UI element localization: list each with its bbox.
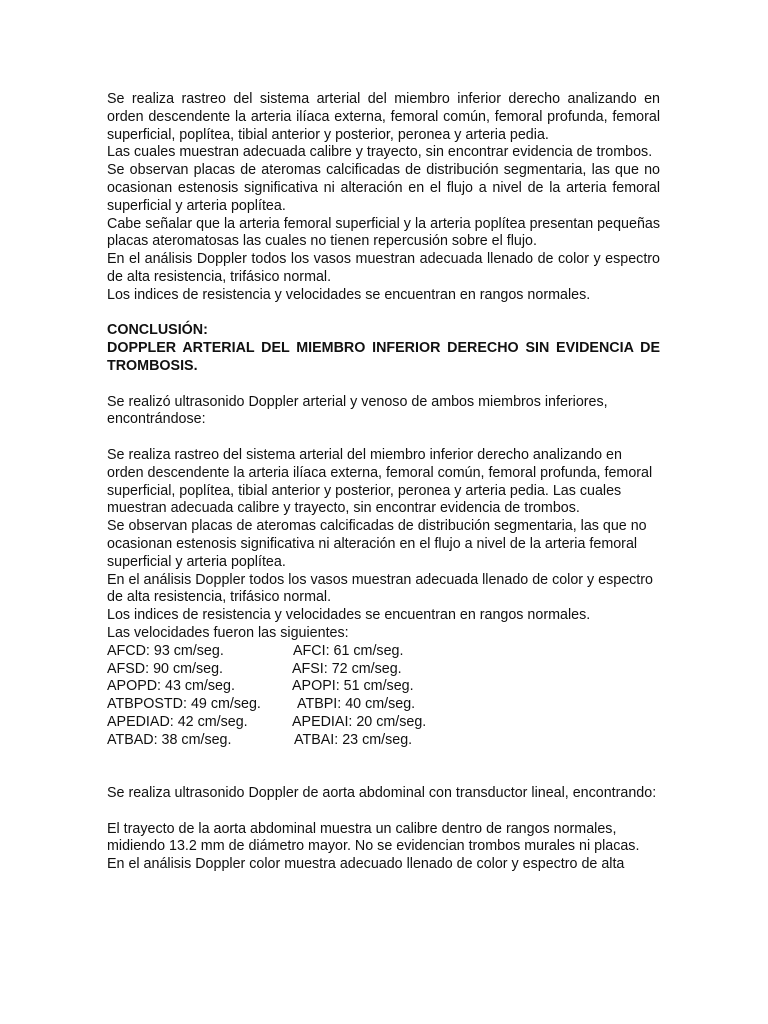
paragraph: En el análisis Doppler todos los vasos muestran adecuada llenado de color y espectro de alta resistencia, trifásico normal.: [107, 571, 653, 606]
velocity-row: [107, 696, 660, 714]
velocity-left-leg: ATBPI: 40 cm/seg.: [297, 696, 416, 713]
velocity-right-leg: APOPD: 43 cm/seg.: [107, 678, 235, 695]
velocity-left-leg: AFCI: 61 cm/seg.: [293, 642, 404, 659]
document-body: [107, 91, 660, 874]
paragraph: Los indices de resistencia y velocidades se encuentran en rangos normales.: [107, 286, 591, 303]
conclusion-heading: CONCLUSIÓN:: [107, 322, 208, 339]
paragraph: Se realiza rastreo del sistema arterial del miembro inferior derecho analizando en orden descendente la arteria ilíaca externa, femoral común, femoral profunda, femoral superficial, poplítea, tibial anterior y posterior, peronea y arteria pedia. Las cuales muestran adecuada calibre y trayecto, sin encontrar evidencia de trombos.: [107, 446, 653, 517]
velocity-right-leg: ATBPOSTD: 49 cm/seg.: [107, 696, 261, 713]
velocity-row: [107, 732, 660, 750]
velocities-table: [107, 643, 660, 750]
paragraph: En el análisis Doppler todos los vasos muestran adecuada llenado de color y espectro de alta resistencia, trifásico normal.: [107, 251, 660, 285]
velocity-left-leg: AFSI: 72 cm/seg.: [292, 660, 402, 677]
velocity-right-leg: AFCD: 93 cm/seg.: [107, 642, 224, 659]
paragraph: Cabe señalar que la arteria femoral superficial y la arteria poplítea presentan pequeñas placas ateromatosas las cuales no tienen repercusión sobre el flujo.: [107, 215, 660, 250]
paragraph: Se observan placas de ateromas calcificadas de distribución segmentaria, las que no ocasionan estenosis significativa ni alteración en el flujo a nivel de la arteria femoral superficial y arteria poplítea.: [107, 518, 647, 570]
paragraph: Se observan placas de ateromas calcificadas de distribución segmentaria, las que no ocasionan estenosis significativa ni alteración en el flujo a nivel de la arteria femoral superficial y arteria poplítea.: [107, 162, 660, 214]
velocity-right-leg: APEDIAD: 42 cm/seg.: [107, 713, 248, 730]
velocity-row: [107, 643, 660, 661]
section-intro: Se realiza ultrasonido Doppler de aorta abdominal con transductor lineal, encontrando:: [107, 785, 657, 802]
velocities-intro: Las velocidades fueron las siguientes:: [107, 624, 349, 641]
velocity-row: [107, 678, 660, 696]
paragraph: El trayecto de la aorta abdominal muestra un calibre dentro de rangos normales, midiendo 13.2 mm de diámetro mayor. No se evidencian trombos murales ni placas.: [107, 820, 640, 855]
velocity-right-leg: ATBAD: 38 cm/seg.: [107, 731, 232, 748]
paragraph: Los indices de resistencia y velocidades se encuentran en rangos normales.: [107, 607, 591, 624]
velocity-left-leg: APEDIAI: 20 cm/seg.: [292, 713, 427, 730]
velocity-left-leg: ATBAI: 23 cm/seg.: [294, 731, 413, 748]
velocity-row: [107, 661, 660, 679]
paragraph: Las cuales muestran adecuada calibre y trayecto, sin encontrar evidencia de trombos.: [107, 144, 653, 161]
velocity-row: [107, 714, 660, 732]
paragraph: Se realiza rastreo del sistema arterial del miembro inferior derecho analizando en orden descendente la arteria ilíaca externa, femoral común, femoral profunda, femoral superficial, poplítea, tibial anterior y posterior, peronea y arteria pedia.: [107, 91, 660, 143]
conclusion-text: DOPPLER ARTERIAL DEL MIEMBRO INFERIOR DERECHO SIN EVIDENCIA DE TROMBOSIS.: [107, 340, 660, 374]
velocity-right-leg: AFSD: 90 cm/seg.: [107, 660, 224, 677]
velocity-left-leg: APOPI: 51 cm/seg.: [292, 678, 414, 695]
paragraph: En el análisis Doppler color muestra adecuado llenado de color y espectro de alta: [107, 856, 625, 873]
section-intro: Se realizó ultrasonido Doppler arterial y venoso de ambos miembros inferiores, encontrándose:: [107, 393, 608, 428]
